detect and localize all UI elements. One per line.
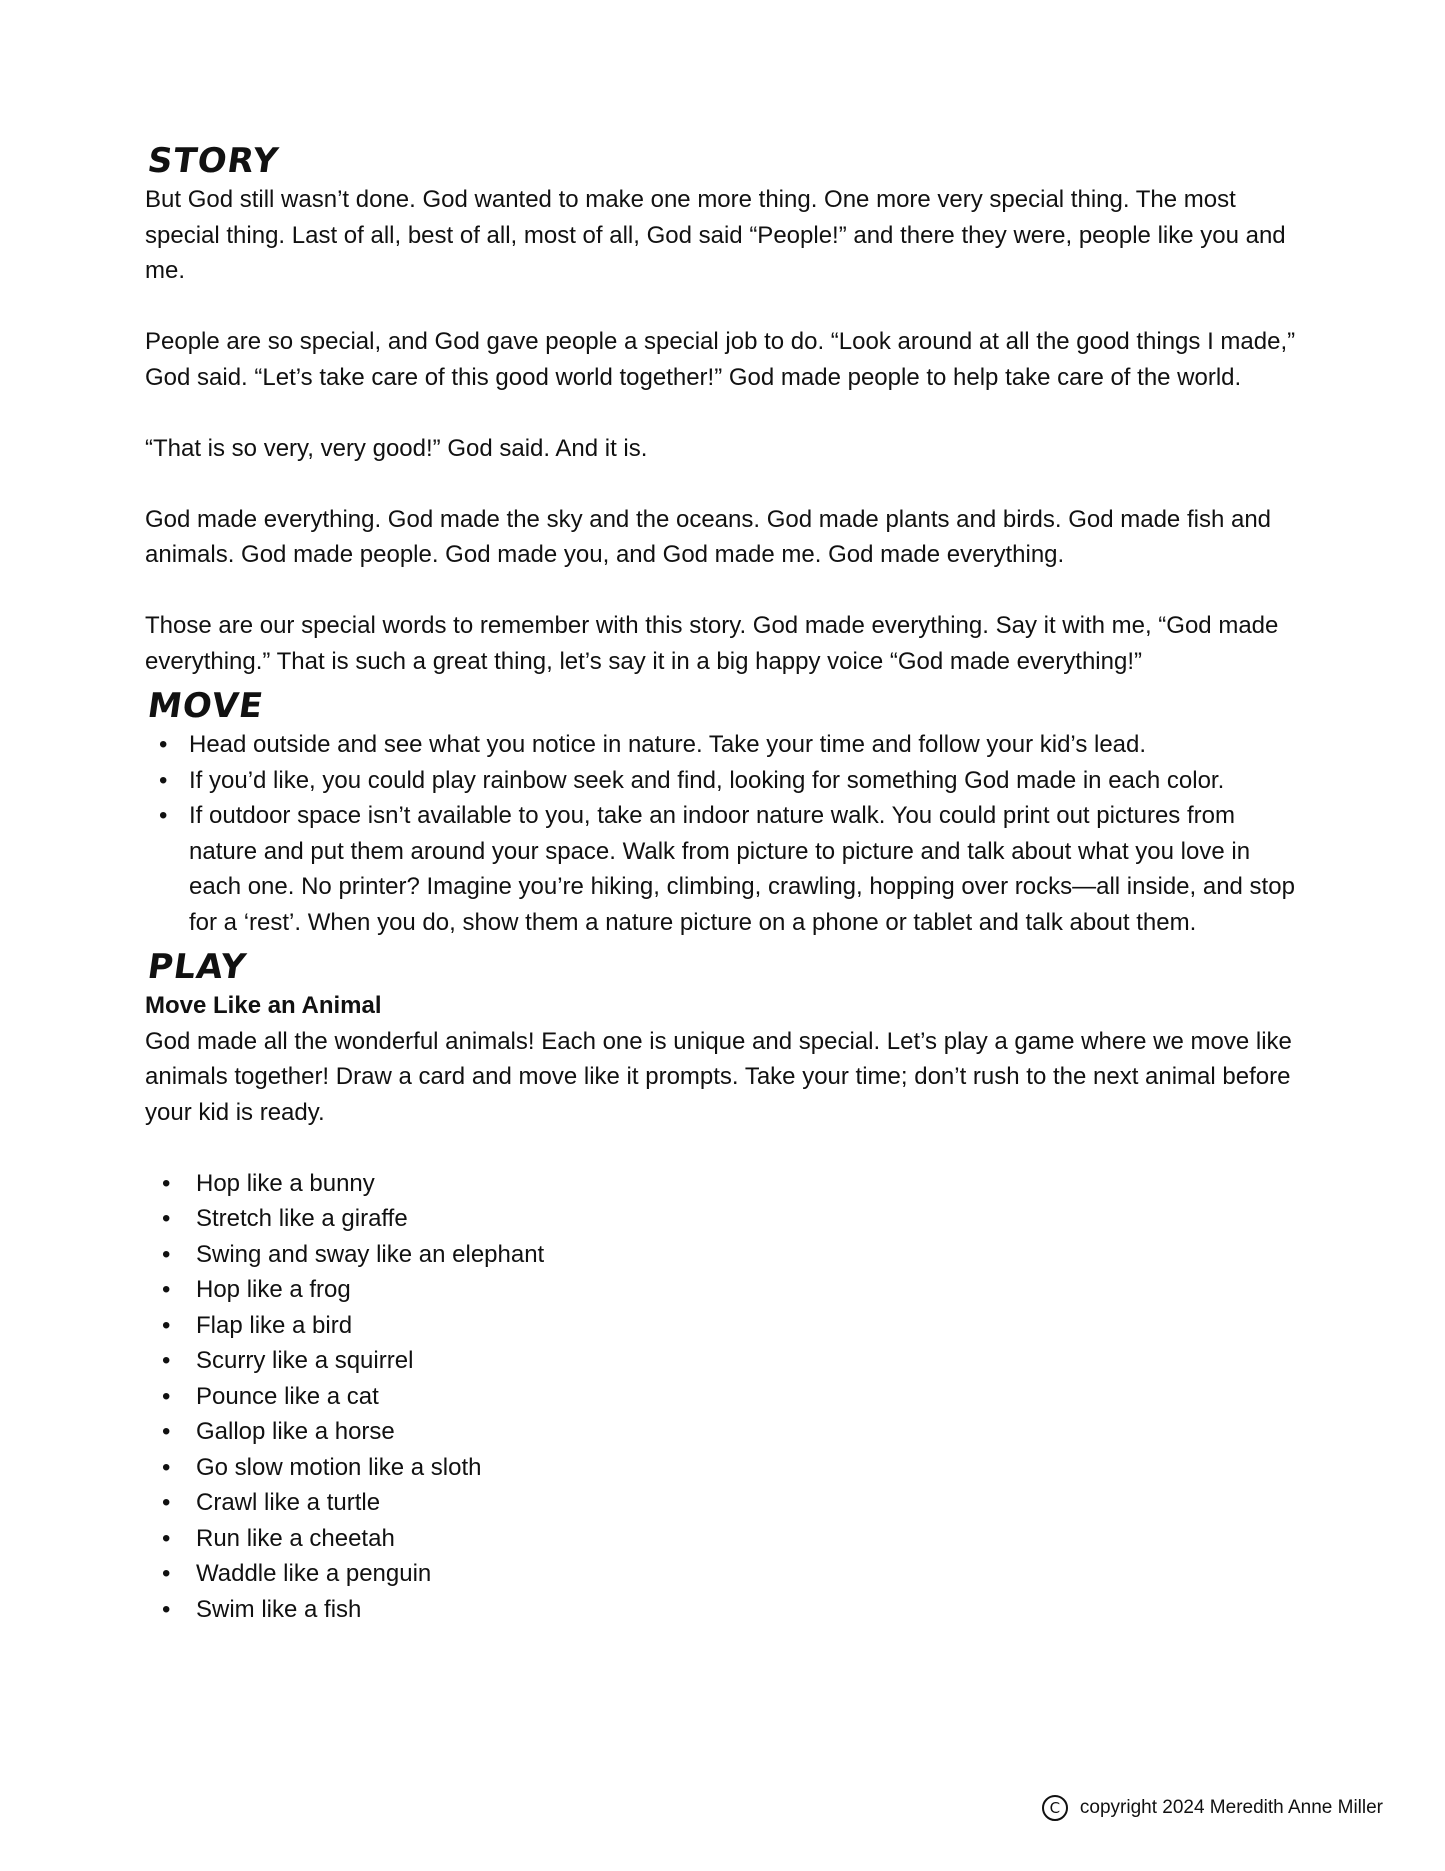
copyright-icon: C: [1042, 1795, 1068, 1821]
document-page: [145, 140, 1305, 1633]
move-heading: MOVE: [145, 686, 267, 726]
animal-list-item: • Stretch like a giraffe: [145, 1201, 1305, 1237]
animal-list-item: • Go slow motion like a sloth: [145, 1450, 1305, 1486]
play-subheading: Move Like an Animal: [145, 992, 382, 1019]
animal-list-item: • Run like a cheetah: [145, 1521, 1305, 1557]
story-paragraph: But God still wasn’t done. God wanted to make one more thing. One more very special thing. The most special thing. Last of all, best of all, most of all, God said “People!” and there they were, people like you and me.: [145, 186, 1286, 284]
move-list: [145, 727, 1305, 940]
animal-list-item: • Flap like a bird: [145, 1308, 1305, 1344]
story-paragraph: Those are our special words to remember with this story. God made everything. Say it with me, “God made everything.” That is such a great thing, let’s say it in a big happy voice “God made everything!”: [145, 612, 1279, 675]
animal-list: [145, 1166, 1305, 1628]
play-heading: PLAY: [145, 947, 250, 987]
animal-list-item: • Swim like a fish: [145, 1592, 1305, 1628]
story-paragraph: People are so special, and God gave people a special job to do. “Look around at all the good things I made,” God said. “Let’s take care of this good world together!” God made people to help take care of the world.: [145, 328, 1296, 391]
story-paragraph: God made everything. God made the sky and the oceans. God made plants and birds. God made fish and animals. God made people. God made you, and God made me. God made everything.: [145, 505, 1272, 568]
animal-list-item: • Hop like a frog: [145, 1272, 1305, 1308]
story-paragraph: “That is so very, very good!” God said. And it is.: [145, 434, 648, 462]
move-list-item: • Head outside and see what you notice in nature. Take your time and follow your kid’s lead.: [145, 727, 1305, 763]
animal-list-item: • Pounce like a cat: [145, 1379, 1305, 1415]
play-section: [145, 946, 1305, 1627]
story-section: [145, 140, 1305, 679]
animal-list-item: • Swing and sway like an elephant: [145, 1237, 1305, 1273]
play-intro: God made all the wonderful animals! Each one is unique and special. Let’s play a game where we move like animals together! Draw a card and move like it prompts. Take your time; don’t rush to the next animal before your kid is ready.: [145, 1027, 1292, 1126]
move-list-item: • If you’d like, you could play rainbow seek and find, looking for something God made in each color.: [145, 763, 1305, 799]
copyright-footer: [1042, 1795, 1383, 1821]
animal-list-item: • Gallop like a horse: [145, 1414, 1305, 1450]
story-heading: STORY: [145, 141, 282, 181]
copyright-text: copyright 2024 Meredith Anne Miller: [1079, 1797, 1383, 1818]
animal-list-item: • Waddle like a penguin: [145, 1556, 1305, 1592]
move-section: [145, 685, 1305, 940]
animal-list-item: • Crawl like a turtle: [145, 1485, 1305, 1521]
animal-list-item: • Scurry like a squirrel: [145, 1343, 1305, 1379]
animal-list-item: • Hop like a bunny: [145, 1166, 1305, 1202]
move-list-item: • If outdoor space isn’t available to you, take an indoor nature walk. You could print out pictures from nature and put them around your space. Walk from picture to picture and talk about what you love in each one. No printer? Imagine you’re hiking, climbing, crawling, hopping over rocks—all inside, and stop for a ‘rest’. When you do, show them a nature picture on a phone or tablet and talk about them.: [145, 798, 1305, 940]
